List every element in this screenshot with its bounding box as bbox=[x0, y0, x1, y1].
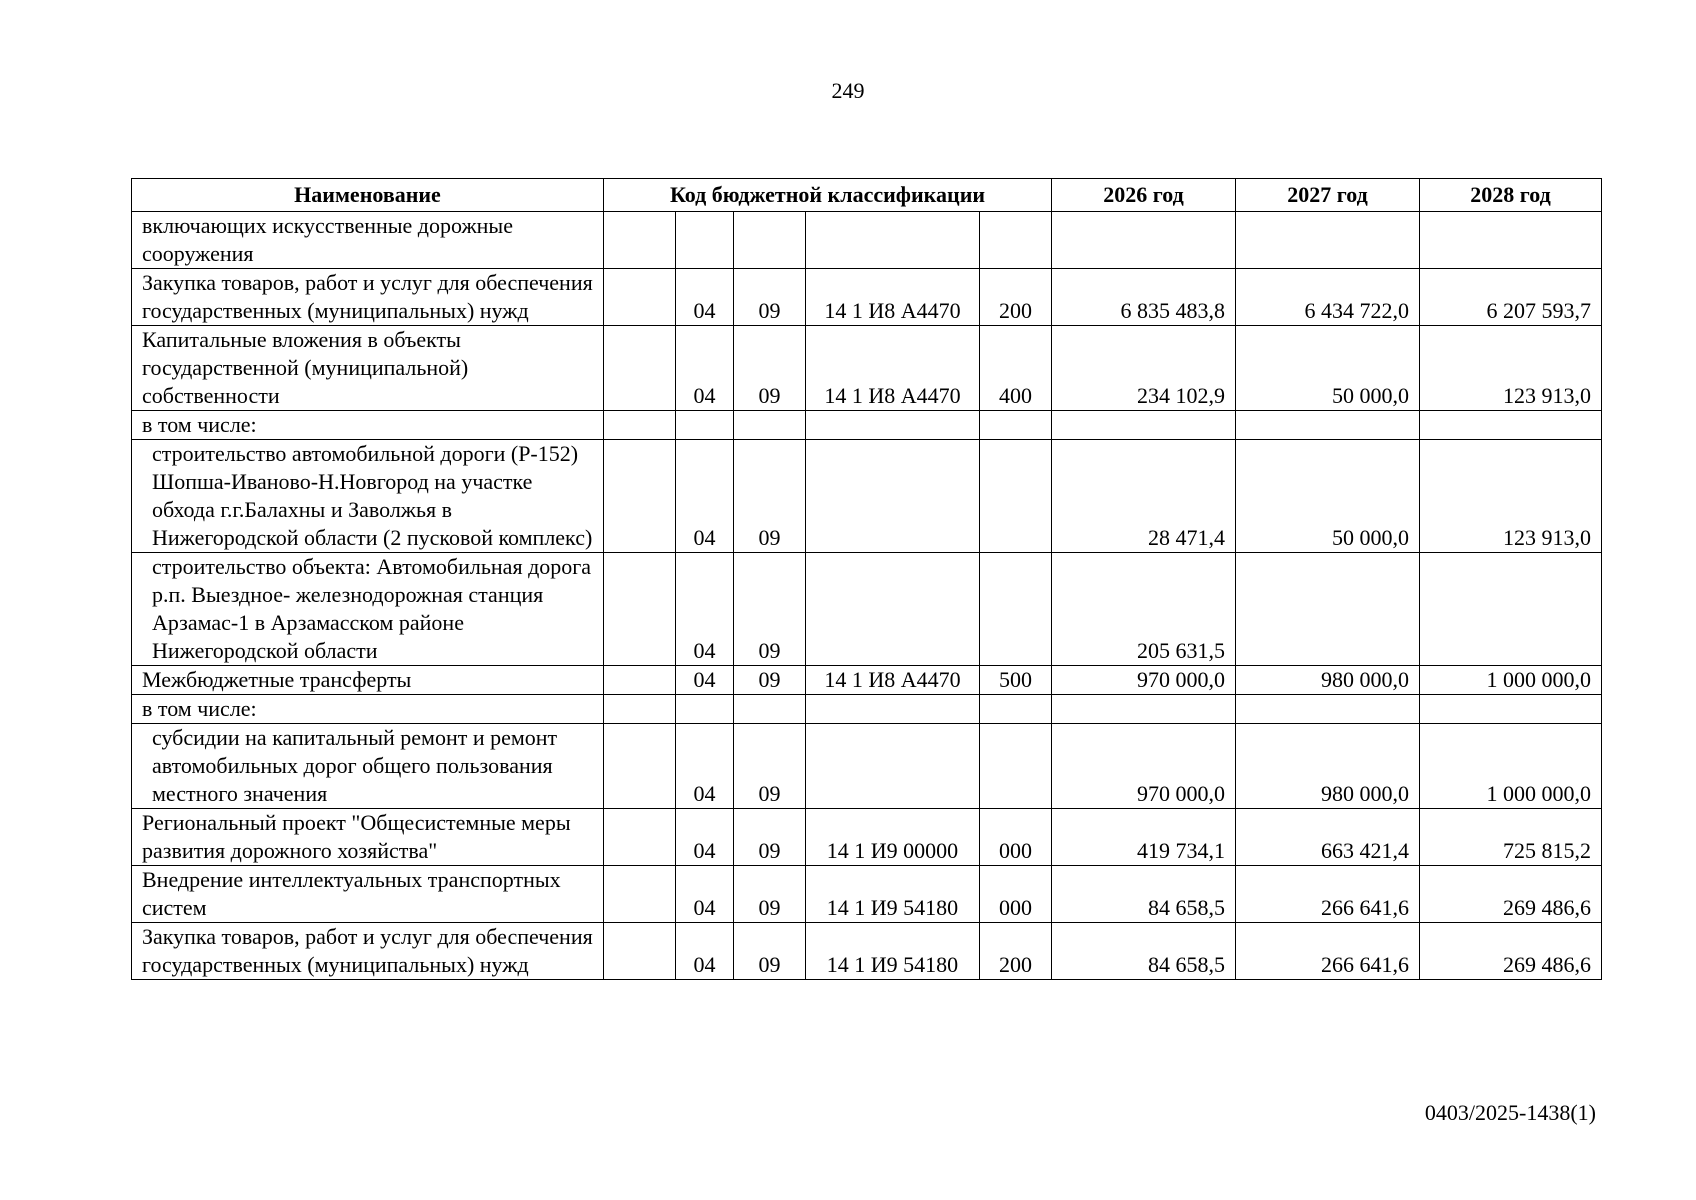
table-row bbox=[132, 440, 1602, 553]
section-code-cell bbox=[676, 411, 734, 440]
amount-2026-cell: 6 835 483,8 bbox=[1052, 269, 1236, 326]
expense-type-cell bbox=[980, 553, 1052, 666]
amount-2028-cell: 1 000 000,0 bbox=[1420, 724, 1602, 809]
amount-2028-cell bbox=[1420, 553, 1602, 666]
amount-2027-cell: 6 434 722,0 bbox=[1236, 269, 1420, 326]
target-article-cell bbox=[806, 553, 980, 666]
expense-type-cell: 200 bbox=[980, 923, 1052, 980]
name-cell: Закупка товаров, работ и услуг для обеспечения государственных (муниципальных) нужд bbox=[132, 269, 604, 326]
table-row bbox=[132, 411, 1602, 440]
table-row bbox=[132, 695, 1602, 724]
amount-2028-cell bbox=[1420, 411, 1602, 440]
blank-cell bbox=[604, 666, 676, 695]
target-article-cell: 14 1 И8 А4470 bbox=[806, 269, 980, 326]
target-article-cell: 14 1 И8 А4470 bbox=[806, 666, 980, 695]
amount-2027-cell: 980 000,0 bbox=[1236, 666, 1420, 695]
amount-2026-cell: 205 631,5 bbox=[1052, 553, 1236, 666]
table-row bbox=[132, 269, 1602, 326]
section-code-cell: 04 bbox=[676, 809, 734, 866]
subsection-code-cell: 09 bbox=[734, 724, 806, 809]
amount-2026-cell bbox=[1052, 411, 1236, 440]
table-row bbox=[132, 326, 1602, 411]
amount-2027-cell: 50 000,0 bbox=[1236, 326, 1420, 411]
name-cell: субсидии на капитальный ремонт и ремонт автомобильных дорог общего пользования местного значения bbox=[132, 724, 604, 809]
expense-type-cell: 500 bbox=[980, 666, 1052, 695]
amount-2026-cell: 970 000,0 bbox=[1052, 724, 1236, 809]
amount-2028-cell: 725 815,2 bbox=[1420, 809, 1602, 866]
amount-2028-cell: 6 207 593,7 bbox=[1420, 269, 1602, 326]
target-article-cell bbox=[806, 440, 980, 553]
amount-2026-cell: 28 471,4 bbox=[1052, 440, 1236, 553]
amount-2028-cell: 1 000 000,0 bbox=[1420, 666, 1602, 695]
amount-2027-cell bbox=[1236, 411, 1420, 440]
amount-2027-cell bbox=[1236, 553, 1420, 666]
page-number: 249 bbox=[831, 78, 865, 103]
amount-2027-cell: 663 421,4 bbox=[1236, 809, 1420, 866]
subsection-code-cell: 09 bbox=[734, 923, 806, 980]
blank-cell bbox=[604, 553, 676, 666]
section-code-cell: 04 bbox=[676, 553, 734, 666]
document-code: 0403/2025-1438(1) bbox=[1424, 1100, 1596, 1125]
blank-cell bbox=[604, 326, 676, 411]
expense-type-cell: 200 bbox=[980, 269, 1052, 326]
subsection-code-cell: 09 bbox=[734, 666, 806, 695]
name-cell: в том числе: bbox=[132, 695, 604, 724]
section-code-cell: 04 bbox=[676, 666, 734, 695]
blank-cell bbox=[604, 440, 676, 553]
amount-2026-cell: 419 734,1 bbox=[1052, 809, 1236, 866]
amount-2028-cell: 123 913,0 bbox=[1420, 440, 1602, 553]
amount-2027-cell: 266 641,6 bbox=[1236, 923, 1420, 980]
header-name: Наименование bbox=[132, 179, 604, 212]
blank-cell bbox=[604, 411, 676, 440]
subsection-code-cell: 09 bbox=[734, 553, 806, 666]
expense-type-cell: 400 bbox=[980, 326, 1052, 411]
subsection-code-cell bbox=[734, 411, 806, 440]
name-cell: Капитальные вложения в объекты государственной (муниципальной) собственности bbox=[132, 326, 604, 411]
target-article-cell: 14 1 И9 54180 bbox=[806, 866, 980, 923]
blank-cell bbox=[604, 724, 676, 809]
table-row bbox=[132, 666, 1602, 695]
blank-cell bbox=[604, 866, 676, 923]
subsection-code-cell: 09 bbox=[734, 326, 806, 411]
header-row bbox=[132, 179, 1602, 212]
section-code-cell: 04 bbox=[676, 866, 734, 923]
expense-type-cell bbox=[980, 724, 1052, 809]
blank-cell bbox=[604, 923, 676, 980]
name-cell: Закупка товаров, работ и услуг для обеспечения государственных (муниципальных) нужд bbox=[132, 923, 604, 980]
expense-type-cell: 000 bbox=[980, 809, 1052, 866]
target-article-cell bbox=[806, 411, 980, 440]
name-cell: включающих искусственные дорожные сооружения bbox=[132, 212, 604, 269]
section-code-cell bbox=[676, 212, 734, 269]
amount-2027-cell: 266 641,6 bbox=[1236, 866, 1420, 923]
amount-2028-cell: 123 913,0 bbox=[1420, 326, 1602, 411]
amount-2026-cell: 970 000,0 bbox=[1052, 666, 1236, 695]
target-article-cell bbox=[806, 212, 980, 269]
subsection-code-cell bbox=[734, 212, 806, 269]
header-2028: 2028 год bbox=[1420, 179, 1602, 212]
amount-2027-cell: 50 000,0 bbox=[1236, 440, 1420, 553]
amount-2028-cell: 269 486,6 bbox=[1420, 866, 1602, 923]
amount-2026-cell: 234 102,9 bbox=[1052, 326, 1236, 411]
amount-2026-cell bbox=[1052, 695, 1236, 724]
subsection-code-cell: 09 bbox=[734, 866, 806, 923]
subsection-code-cell: 09 bbox=[734, 269, 806, 326]
blank-cell bbox=[604, 809, 676, 866]
table-row bbox=[132, 923, 1602, 980]
name-cell: в том числе: bbox=[132, 411, 604, 440]
name-cell: строительство автомобильной дороги (Р-152) Шопша-Иваново-Н.Новгород на участке обхода г.г.Балахны и Заволжья в Нижегородской области (2 пусковой комплекс) bbox=[132, 440, 604, 553]
section-code-cell: 04 bbox=[676, 269, 734, 326]
name-cell: Региональный проект "Общесистемные меры развития дорожного хозяйства" bbox=[132, 809, 604, 866]
amount-2027-cell bbox=[1236, 212, 1420, 269]
expense-type-cell bbox=[980, 695, 1052, 724]
budget-table bbox=[131, 178, 1602, 980]
section-code-cell bbox=[676, 695, 734, 724]
subsection-code-cell: 09 bbox=[734, 440, 806, 553]
section-code-cell: 04 bbox=[676, 923, 734, 980]
table-row bbox=[132, 724, 1602, 809]
header-2026: 2026 год bbox=[1052, 179, 1236, 212]
header-2027: 2027 год bbox=[1236, 179, 1420, 212]
target-article-cell bbox=[806, 724, 980, 809]
expense-type-cell bbox=[980, 212, 1052, 269]
amount-2027-cell: 980 000,0 bbox=[1236, 724, 1420, 809]
amount-2026-cell bbox=[1052, 212, 1236, 269]
blank-cell bbox=[604, 269, 676, 326]
section-code-cell: 04 bbox=[676, 440, 734, 553]
target-article-cell bbox=[806, 695, 980, 724]
subsection-code-cell bbox=[734, 695, 806, 724]
section-code-cell: 04 bbox=[676, 326, 734, 411]
table-row bbox=[132, 866, 1602, 923]
amount-2027-cell bbox=[1236, 695, 1420, 724]
name-cell: Внедрение интеллектуальных транспортных систем bbox=[132, 866, 604, 923]
name-cell: строительство объекта: Автомобильная дорога р.п. Выездное- железнодорожная станция Арзамас-1 в Арзамасском районе Нижегородской области bbox=[132, 553, 604, 666]
target-article-cell: 14 1 И9 54180 bbox=[806, 923, 980, 980]
target-article-cell: 14 1 И8 А4470 bbox=[806, 326, 980, 411]
amount-2026-cell: 84 658,5 bbox=[1052, 923, 1236, 980]
name-cell: Межбюджетные трансферты bbox=[132, 666, 604, 695]
section-code-cell: 04 bbox=[676, 724, 734, 809]
table-row bbox=[132, 809, 1602, 866]
table-row bbox=[132, 212, 1602, 269]
table-row bbox=[132, 553, 1602, 666]
expense-type-cell: 000 bbox=[980, 866, 1052, 923]
target-article-cell: 14 1 И9 00000 bbox=[806, 809, 980, 866]
expense-type-cell bbox=[980, 411, 1052, 440]
blank-cell bbox=[604, 695, 676, 724]
header-budget-code: Код бюджетной классификации bbox=[604, 179, 1052, 212]
amount-2028-cell bbox=[1420, 212, 1602, 269]
table-body bbox=[132, 212, 1602, 980]
amount-2028-cell bbox=[1420, 695, 1602, 724]
subsection-code-cell: 09 bbox=[734, 809, 806, 866]
blank-cell bbox=[604, 212, 676, 269]
expense-type-cell bbox=[980, 440, 1052, 553]
amount-2028-cell: 269 486,6 bbox=[1420, 923, 1602, 980]
amount-2026-cell: 84 658,5 bbox=[1052, 866, 1236, 923]
